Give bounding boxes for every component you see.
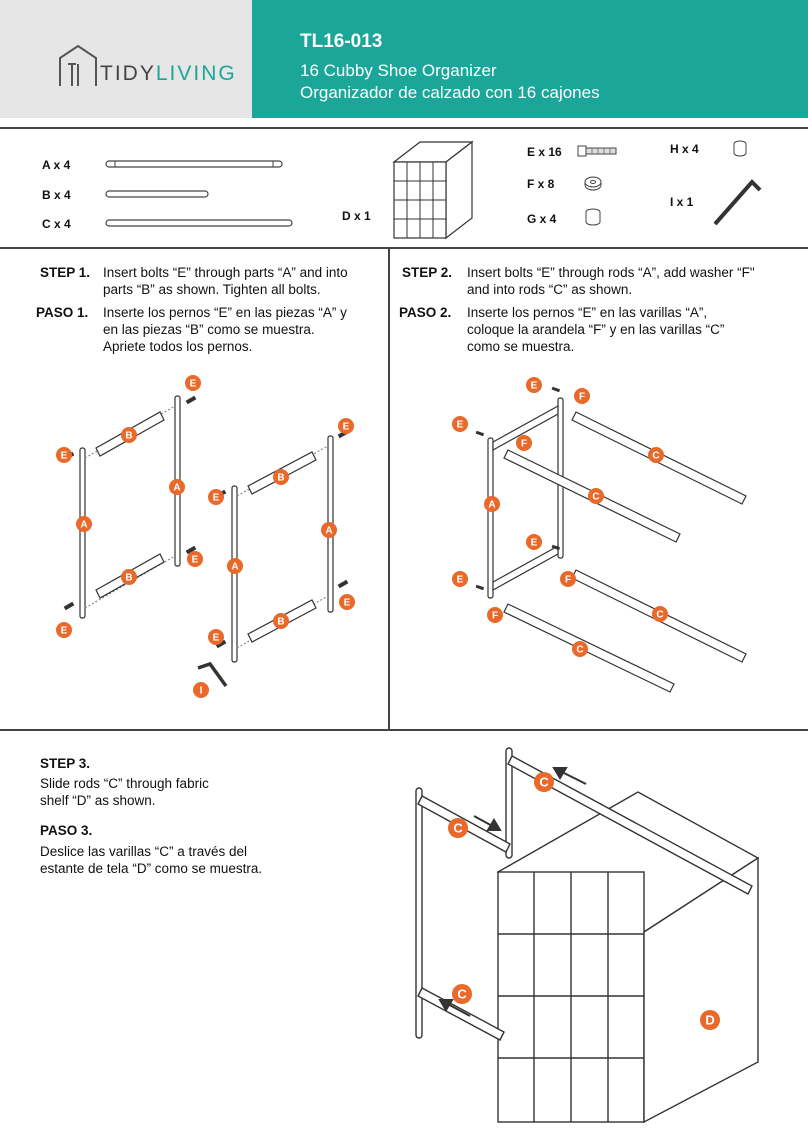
part-label-b: B x 4 xyxy=(42,188,71,202)
step3-key-en: STEP 3. xyxy=(40,756,91,771)
part-label-a: A x 4 xyxy=(42,158,71,172)
step1-line3-es: Apriete todos los pernos. xyxy=(103,339,253,354)
step2-text xyxy=(390,264,808,364)
step3-line1-en: Slide rods “C” through fabric xyxy=(40,776,209,791)
part-label-h: H x 4 xyxy=(670,142,699,156)
badge-e: E xyxy=(456,574,464,586)
step1-line1-en: Insert bolts “E” through parts “A” and into xyxy=(103,265,348,280)
badge-c: C xyxy=(656,609,664,621)
parts-illustration xyxy=(0,120,808,250)
badge-e: E xyxy=(60,450,68,462)
badge-b: B xyxy=(277,472,285,484)
badge-e: E xyxy=(343,597,351,609)
step2-line2-en: and into rods “C” as shown. xyxy=(467,282,633,297)
badge-f: F xyxy=(491,610,499,622)
brand-tidy: TIDY xyxy=(100,62,156,85)
step1-key-es: PASO 1. xyxy=(36,305,89,320)
step1-text xyxy=(0,264,388,364)
washer-icon xyxy=(585,177,601,190)
part-label-f: F x 8 xyxy=(527,177,555,191)
step1-line2-es: en las piezas “B” como se muestra. xyxy=(103,322,315,337)
badge-d: D xyxy=(705,1012,715,1028)
bolt-icon xyxy=(578,146,616,156)
step3-line1-es: Deslice las varillas “C” a través del xyxy=(40,844,248,859)
badge-a: A xyxy=(173,482,181,494)
house-icon xyxy=(58,44,98,88)
product-title-es: Organizador de calzado con 16 cajones xyxy=(300,83,600,102)
badge-f: F xyxy=(578,391,586,403)
badge-a: A xyxy=(325,525,333,537)
badge-e: E xyxy=(212,632,220,644)
badge-i: I xyxy=(199,685,203,697)
step1-key-en: STEP 1. xyxy=(40,265,91,280)
step1-line2-en: parts “B” as shown. Tighten all bolts. xyxy=(103,282,321,297)
step3-line2-es: estante de tela “D” como se muestra. xyxy=(40,861,263,876)
step3-text xyxy=(40,755,370,885)
part-label-i: I x 1 xyxy=(670,195,694,209)
brand-logo xyxy=(58,44,248,89)
step3-key-es: PASO 3. xyxy=(40,823,93,838)
badge-c: C xyxy=(457,986,467,1002)
step1-badges xyxy=(56,375,355,698)
badge-b: B xyxy=(125,430,133,442)
badge-e: E xyxy=(530,537,538,549)
badge-f: F xyxy=(564,574,572,586)
badge-a: A xyxy=(231,561,239,573)
step2-line1-es: Inserte los pernos “E” en las varillas “A”, xyxy=(467,305,708,320)
badge-c: C xyxy=(453,820,463,836)
cap-h-icon xyxy=(734,141,746,156)
badge-f: F xyxy=(520,438,528,450)
step1-diagram xyxy=(0,368,388,728)
badge-a: A xyxy=(80,519,88,531)
badge-c: C xyxy=(592,491,600,503)
cap-g-icon xyxy=(586,209,600,225)
step3-line2-en: shelf “D” as shown. xyxy=(40,793,156,808)
part-label-e: E x 16 xyxy=(527,145,562,159)
part-label-g: G x 4 xyxy=(527,212,557,226)
rod-a-icon xyxy=(106,161,282,167)
cubby-shelf-icon xyxy=(394,142,472,238)
step3-diagram xyxy=(388,732,808,1137)
brand-living: LIVING xyxy=(155,62,237,85)
part-label-c: C x 4 xyxy=(42,217,71,231)
rod-c-icon xyxy=(106,220,292,226)
badge-e: E xyxy=(530,380,538,392)
badge-e: E xyxy=(456,419,464,431)
step2-line1-en: Insert bolts “E” through rods “A”, add washer “F" xyxy=(467,265,755,280)
rod-b-icon xyxy=(106,191,208,197)
divider-steps xyxy=(0,729,808,731)
model-number: TL16-013 xyxy=(300,31,383,52)
step1-line1-es: Inserte los pernos “E” en las piezas “A” y xyxy=(103,305,347,320)
badge-e: E xyxy=(342,421,350,433)
badge-e: E xyxy=(212,492,220,504)
badge-b: B xyxy=(125,572,133,584)
badge-e: E xyxy=(60,625,68,637)
product-title-en: 16 Cubby Shoe Organizer xyxy=(300,61,497,80)
step2-key-es: PASO 2. xyxy=(399,305,452,320)
badge-b: B xyxy=(277,616,285,628)
badge-c: C xyxy=(576,644,584,656)
badge-a: A xyxy=(488,499,496,511)
step2-diagram xyxy=(390,368,808,728)
badge-c: C xyxy=(539,774,549,790)
badge-e: E xyxy=(189,378,197,390)
step2-key-en: STEP 2. xyxy=(402,265,453,280)
badge-e: E xyxy=(191,554,199,566)
step2-line3-es: como se muestra. xyxy=(467,339,575,354)
badge-c: C xyxy=(652,450,660,462)
part-label-d: D x 1 xyxy=(342,209,371,223)
step2-line2-es: coloque la arandela “F” y en las varillas “C” xyxy=(467,322,725,337)
allen-key-icon xyxy=(715,182,760,224)
